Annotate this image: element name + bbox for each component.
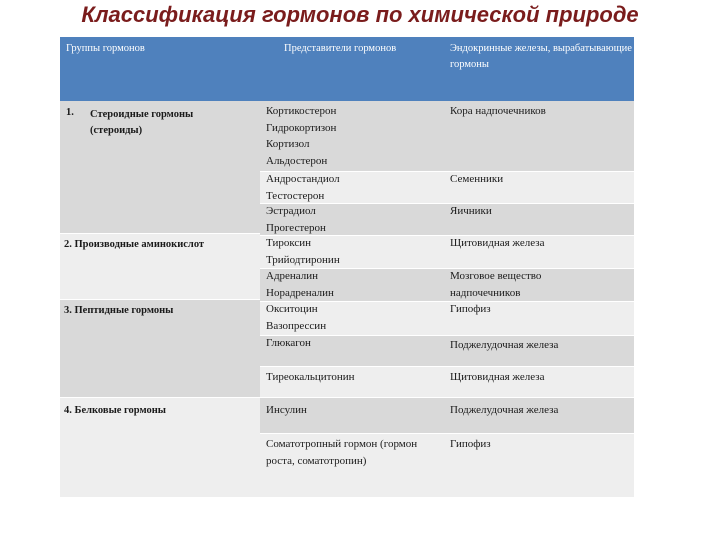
row-divider: [260, 433, 634, 434]
header-representatives: Представители гормонов: [260, 37, 444, 101]
rep-row-1: Кортикостерон Гидрокортизон Кортизол Альдостерон: [260, 101, 444, 171]
row-divider: [60, 299, 260, 300]
row-divider: [260, 301, 634, 302]
group-label-protein: 4. Белковые гормоны: [64, 405, 166, 416]
row-divider: [60, 233, 260, 234]
row-divider: [260, 171, 634, 172]
row-divider: [260, 366, 634, 367]
rep-row-5: Адреналин Норадреналин: [260, 268, 444, 301]
row-divider: [260, 203, 634, 204]
rep-row-10: Соматотропный гормон (гормон роста, соматотропин): [260, 433, 444, 497]
gland-row-3: Яичники: [444, 203, 634, 235]
rep-row-9: Инсулин: [260, 397, 444, 433]
rep-row-8: Тиреокальцитонин: [260, 366, 444, 397]
gland-row-8: Щитовидная железа: [444, 366, 634, 397]
rep-row-2: Андростандиол Тестостерон: [260, 171, 444, 203]
gland-row-6: Гипофиз: [444, 301, 634, 335]
rep-row-3: Эстрадиол Прогестерон: [260, 203, 444, 235]
gland-row-1: Кора надпочечников: [444, 101, 634, 171]
rep-row-7: Глюкагон: [260, 335, 444, 366]
group-number-1: 1.: [66, 107, 74, 118]
hormones-table: [60, 37, 634, 497]
header-groups: Группы гормонов: [60, 37, 260, 101]
gland-row-10: Гипофиз: [444, 433, 634, 497]
gland-row-2: Семенники: [444, 171, 634, 203]
row-divider: [260, 235, 634, 236]
group-label-steroids: Стероидные гормоны (стероиды): [90, 109, 194, 136]
row-divider: [260, 268, 634, 269]
page-title: Классификация гормонов по химической природе: [81, 2, 639, 27]
group-label-peptide: 3. Пептидные гормоны: [64, 305, 174, 316]
gland-row-7: Поджелудочная железа: [444, 335, 634, 366]
rep-row-4: Тироксин Трийодтиронин: [260, 235, 444, 268]
group-label-amino: 2. Производные аминокислот: [64, 239, 205, 250]
gland-row-4: Щитовидная железа: [444, 235, 634, 268]
gland-row-5: Мозговое вещество надпочечников: [444, 268, 634, 301]
gland-row-9: Поджелудочная железа: [444, 397, 634, 433]
row-divider: [260, 335, 634, 336]
row-divider: [60, 397, 634, 398]
header-glands: Эндокринные железы, вырабатывающие гормоны: [444, 37, 634, 101]
rep-row-6: Окситоцин Вазопрессин: [260, 301, 444, 335]
